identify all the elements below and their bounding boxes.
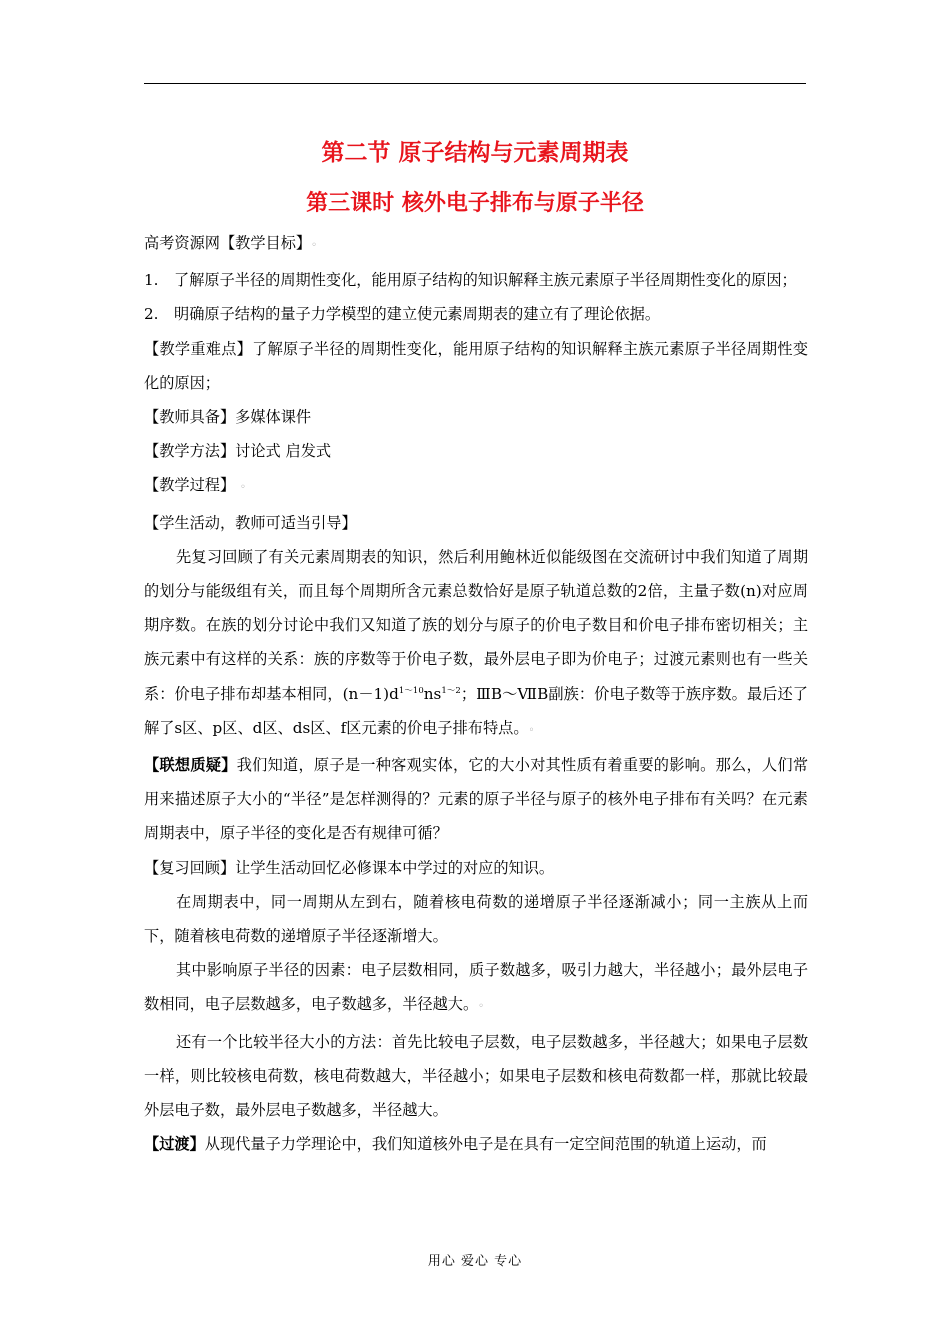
paragraph-periodic-trend: 在周期表中，同一周期从左到右，随着核电荷数的递增原子半径逐渐减小；同一主族从上而下，随着核电荷数的递增原子半径逐渐增大。 — [144, 892, 808, 946]
document-body — [144, 226, 808, 1161]
header-rule — [144, 83, 806, 84]
goals-heading: 高考资源网【教学目标】◦ — [144, 234, 317, 252]
paragraph-radius-factors: 其中影响原子半径的因素：电子层数相同，质子数越多，吸引力越大，半径越小；最外层电子数相同，电子层数越多，电子数越多，半径越大。◦ — [144, 961, 808, 1014]
key-points: 【教学重难点】了解原子半径的周期性变化，能用原子结构的知识解释主族元素原子半径周期性变化的原因； — [144, 339, 809, 392]
page-title: 第二节 原子结构与元素周期表 — [321, 140, 629, 166]
teaching-method: 【教学方法】讨论式 启发式 — [144, 442, 332, 461]
student-activity-heading: 【学生活动，教师可适当引导】 — [144, 513, 357, 532]
review-paragraph: 先复习回顾了有关元素周期表的知识，然后利用鲍林近似能级图在交流研讨中我们知道了周期的划分与能级组有关，而且每个周期所含元素总数恰好是原子轨道总数的2倍，主量子数(n)对应周期序数。在族的划分讨论中我们又知道了族的划分与原子的价电子数目和价电子排布密切相关；主族元素中有这样的关系：族的序数等于价电子数，最外层电子即为价电子；过渡元素则也有一些关系：价电子排布却基本相同，$(n-1)d^{1\sim 10}ns^{1\sim 2}$；ⅢB～ⅦB副族：价电子数等于族序数。最后还了解了s区、p区、d区、ds区、f区元素的价电子排布特点。◦ — [144, 547, 808, 737]
recall-review: 【复习回顾】让学生活动回忆必修课本中学过的对应的知识。 — [144, 858, 555, 877]
transition: 【过渡】从现代量子力学理论中，我们知道核外电子是在具有一定空间范围的轨道上运动，而 — [144, 1135, 767, 1154]
page-subtitle: 第三课时 核外电子排布与原子半径 — [306, 191, 644, 216]
page-footer: 用心 爱心 专心 — [427, 1254, 523, 1269]
goal-item-1: 1. 了解原子半径的周期性变化，能用原子结构的知识解释主族元素原子半径周期性变化的原因； — [144, 271, 797, 290]
association-question: 【联想质疑】我们知道，原子是一种客观实体，它的大小对其性质有着重要的影响。那么，人们常用来描述原子大小的“半径”是怎样测得的？元素的原子半径与原子的核外电子排布有关吗？在元素周期表中，原子半径的变化是否有规律可循？ — [144, 756, 809, 843]
goal-item-2: 2. 明确原子结构的量子力学模型的建立使元素周期表的建立有了理论依据。 — [144, 305, 660, 324]
teacher-prep: 【教师具备】多媒体课件 — [144, 408, 312, 427]
paragraph-comparison-method: 还有一个比较半径大小的方法：首先比较电子层数，电子层数越多，半径越大；如果电子层数一样，则比较核电荷数，核电荷数越大，半径越小；如果电子层数和核电荷数都一样，那就比较最外层电子数，最外层电子数越多，半径越大。 — [144, 1032, 808, 1120]
teaching-process-heading: 【教学过程】 ◦ — [144, 476, 246, 495]
